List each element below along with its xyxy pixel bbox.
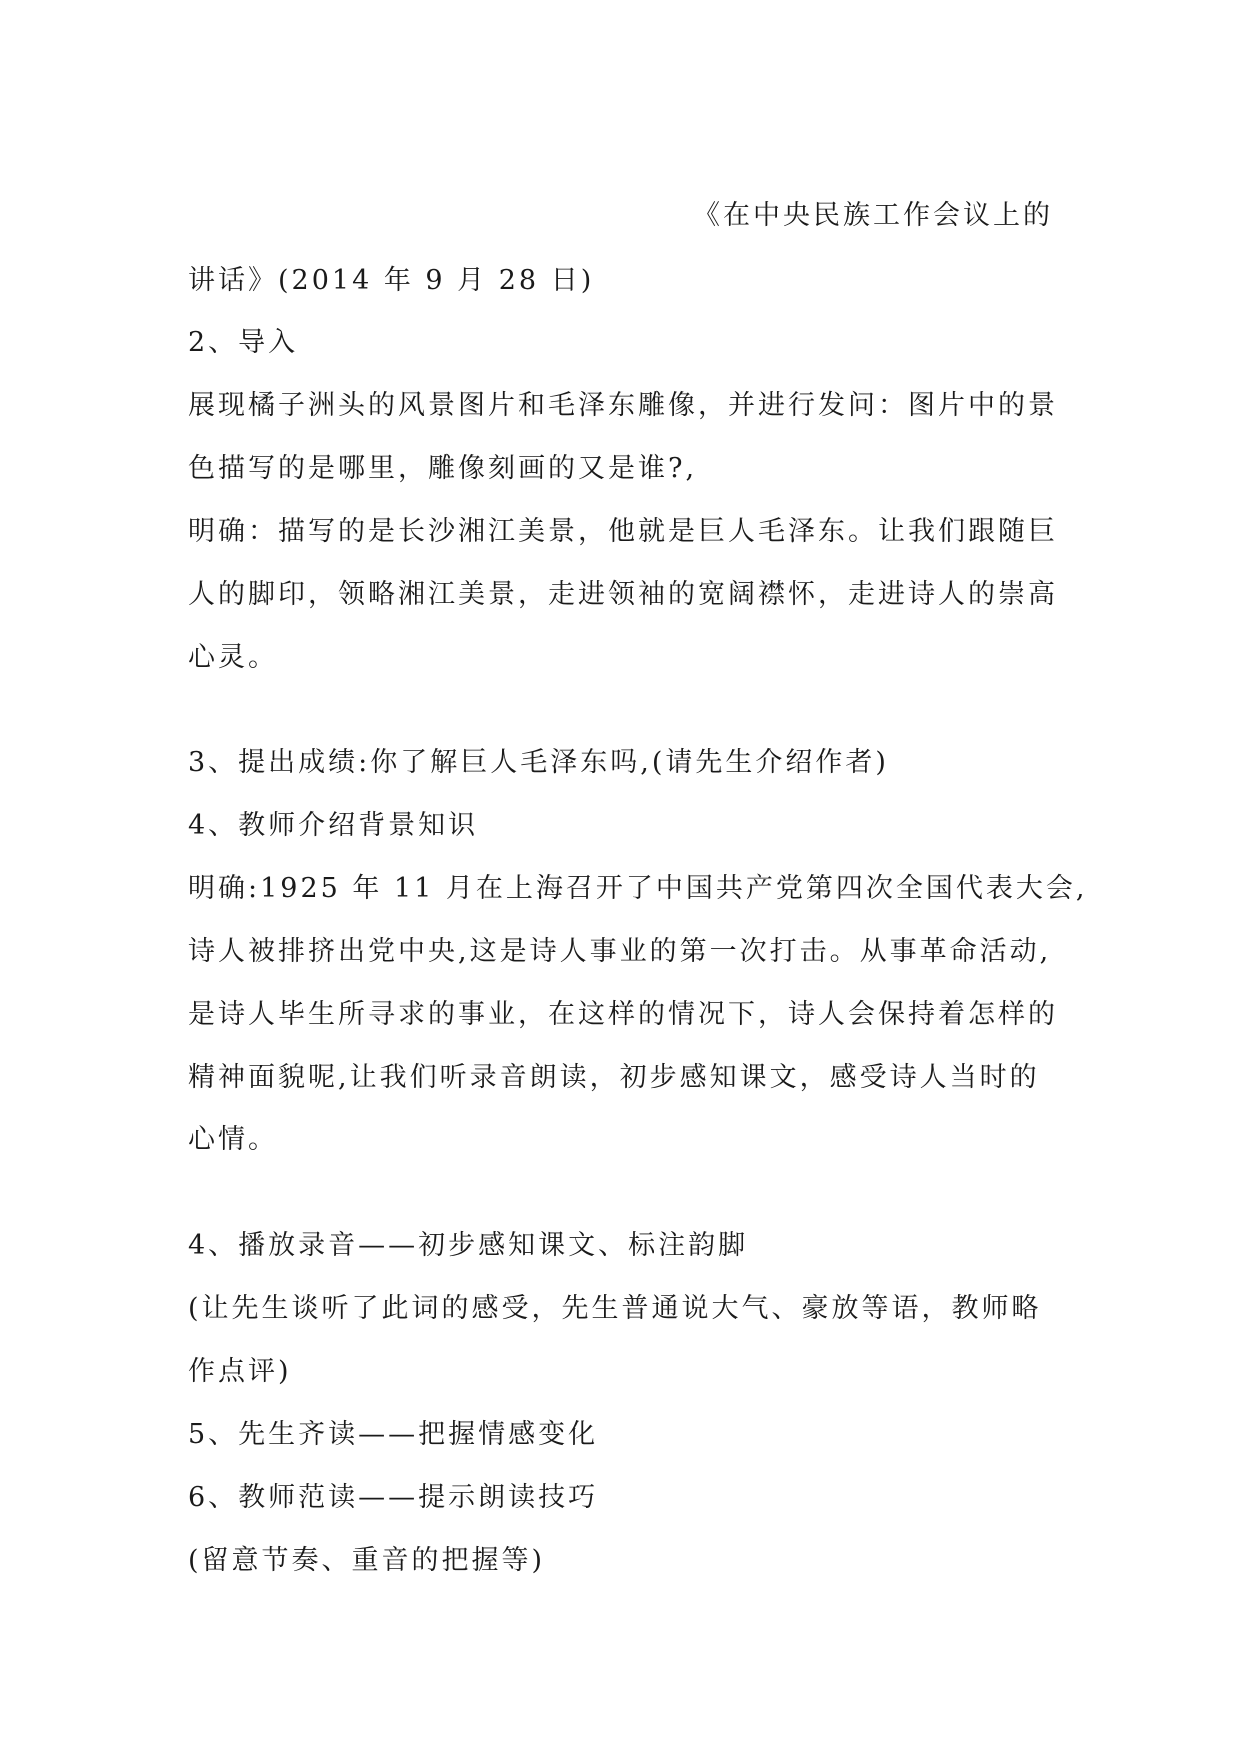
heading-play-recording: 4、播放录音——初步感知课文、标注韵脚 bbox=[188, 1230, 749, 1261]
heading-intro: 2、导入 bbox=[188, 327, 299, 358]
paragraph-line: 心灵。 bbox=[188, 642, 278, 673]
heading-question: 3、提出成绩:你了解巨人毛泽东吗,(请先生介绍作者) bbox=[188, 747, 889, 778]
paragraph-line: 是诗人毕生所寻求的事业，在这样的情况下，诗人会保持着怎样的 bbox=[188, 999, 1058, 1030]
paragraph-line: (留意节奏、重音的把握等) bbox=[188, 1545, 546, 1576]
heading-background: 4、教师介绍背景知识 bbox=[188, 810, 479, 841]
text-line-quote-title: 《在中央民族工作会议上的 bbox=[693, 200, 1053, 231]
paragraph-line: 精神面貌呢,让我们听录音朗读，初步感知课文，感受诗人当时的 bbox=[188, 1062, 1040, 1093]
heading-teacher-reading: 6、教师范读——提示朗读技巧 bbox=[188, 1482, 599, 1513]
heading-group-reading: 5、先生齐读——把握情感变化 bbox=[188, 1419, 599, 1450]
paragraph-line: 展现橘子洲头的风景图片和毛泽东雕像，并进行发问：图片中的景 bbox=[188, 390, 1058, 421]
paragraph-line: 明确：描写的是长沙湘江美景，他就是巨人毛泽东。让我们跟随巨 bbox=[188, 516, 1058, 547]
paragraph-line: 明确:1925 年 11 月在上海召开了中国共产党第四次全国代表大会, bbox=[188, 873, 1088, 904]
text-line-quote-date: 讲话》(2014 年 9 月 28 日) bbox=[188, 265, 595, 296]
paragraph-line: 作点评) bbox=[188, 1356, 292, 1387]
paragraph-line: (让先生谈听了此词的感受，先生普通说大气、豪放等语，教师略 bbox=[188, 1293, 1042, 1324]
paragraph-line: 心情。 bbox=[188, 1124, 278, 1155]
paragraph-line: 人的脚印，领略湘江美景，走进领袖的宽阔襟怀，走进诗人的崇高 bbox=[188, 579, 1058, 610]
paragraph-line: 色描写的是哪里，雕像刻画的又是谁?, bbox=[188, 453, 698, 484]
paragraph-line: 诗人被排挤出党中央,这是诗人事业的第一次打击。从事革命活动, bbox=[188, 936, 1052, 967]
